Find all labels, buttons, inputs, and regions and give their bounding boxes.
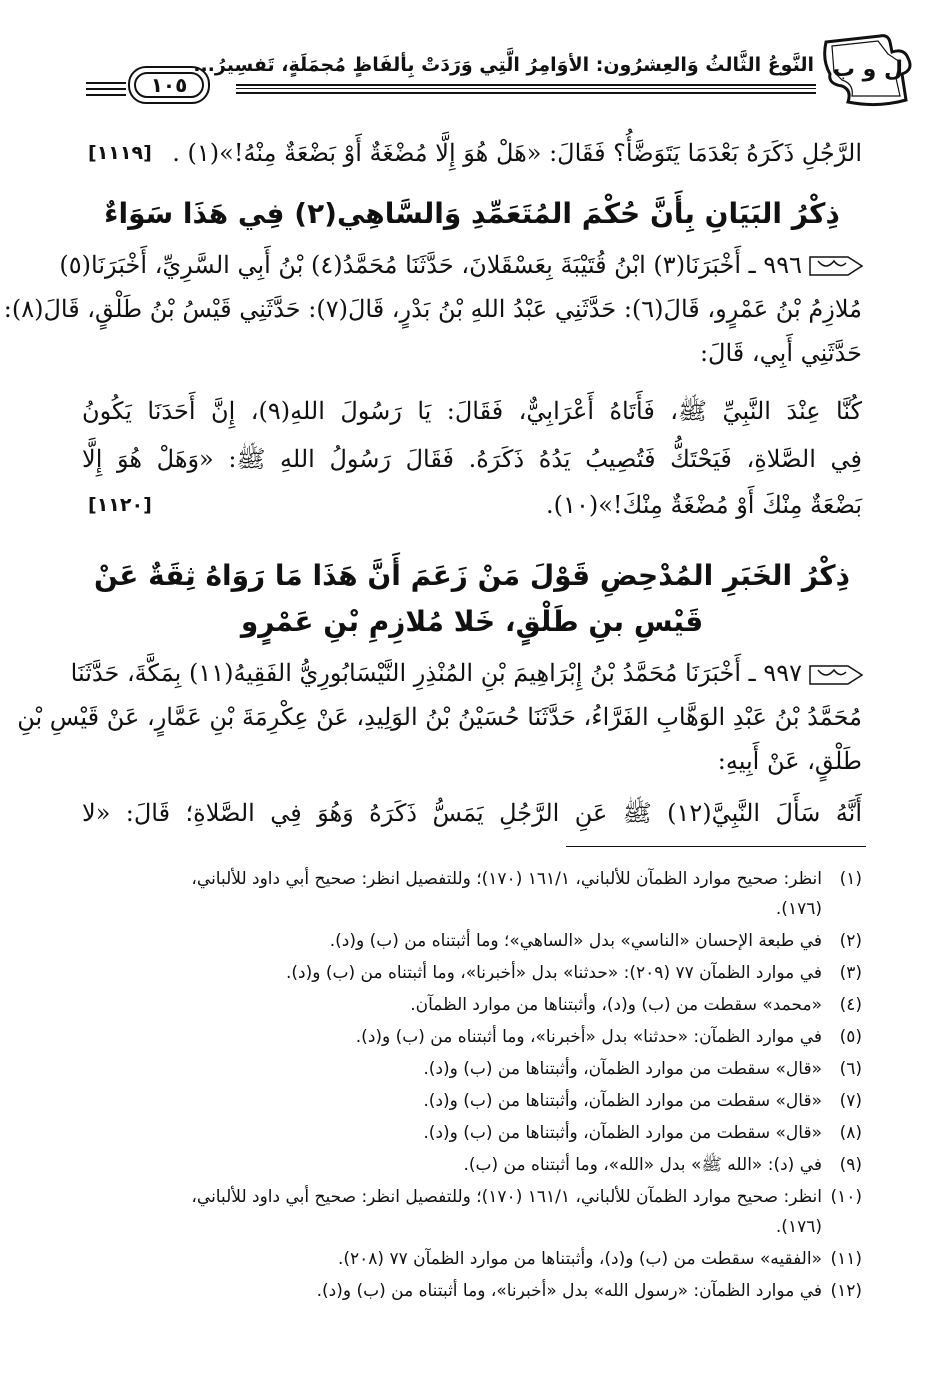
footnote-separator <box>566 846 866 847</box>
hadith-reference-number: [١١٢٠] <box>88 494 152 516</box>
running-head: النَّوعُ الثَّالثُ وَالعِشرُون: الأوَامِرُ الَّتِي وَرَدَتْ بِألفَاظٍ مُجمَلَةٍ، تَفسِيرُ... <box>193 54 814 76</box>
footnote-number: (١) <box>839 869 862 889</box>
footnote-number: (٥) <box>839 1027 862 1047</box>
footnote <box>82 864 862 894</box>
footnote-number: (٣) <box>839 963 862 983</box>
text-line: مُحَمَّدُ بْنُ عَبْدِ الوَهَّابِ الفَرَّاءُ، حَدَّثَنَا حُسَيْنُ بْنُ الوَلِيدِ، عَنْ عِكْرِمَةَ بْنِ عَمَّارٍ، عَنْ قَيْسِ بْنِ <box>17 703 862 731</box>
footnote-text: في موارد الظمآن: «حدثنا» بدل «أخبرنا»، وما أثبتناه من (ب) و(د). <box>355 1027 822 1047</box>
footnote <box>82 1244 862 1274</box>
footnote <box>82 1150 862 1180</box>
footnote <box>82 1054 862 1084</box>
footnote-text: في (د): «الله ﷺ» بدل «الله»، وما أثبتناه من (ب). <box>463 1155 822 1175</box>
text-line: فِي الصَّلاةِ، فَيَحْتَكُّ فَتُصِيبُ يَدُهُ ذَكَرَهُ. فَقَالَ رَسُولُ اللهِ ﷺ: «وَهَلْ هُوَ إِلَّا <box>82 445 862 473</box>
text-line: أَنَّهُ سَأَلَ النَّبِيَّ(١٢) ﷺ عَنِ الرَّجُلِ يَمَسُّ ذَكَرَهُ وَهُوَ فِي الصَّلاةِ؛ قَالَ: «لا <box>82 799 862 827</box>
page-number-frame <box>128 66 210 104</box>
footnote <box>82 990 862 1020</box>
footnote-text: «قال» سقطت من موارد الظمآن، وأثبتناها من (ب) و(د). <box>423 1059 822 1079</box>
footnote-text: (١٧٦). <box>775 899 822 919</box>
text-line: بَضْعَةٌ مِنْكَ أَوْ مُضْغَةٌ مِنْكَ!»(١٠). <box>546 491 862 519</box>
text-line: ٩٩٦ ـ أَخْبَرَنَا(٣) ابْنُ قُتَيْبَةَ بِعَسْقَلانَ، حَدَّثَنَا مُحَمَّدُ(٤) بْنُ أَبِي السَّرِيِّ، أَخْبَرَنَا(٥) <box>59 251 802 279</box>
footnote-number: (٨) <box>839 1123 862 1143</box>
footnote-number: (٧) <box>839 1091 862 1111</box>
text-line: طَلْقٍ، عَنْ أَبِيهِ: <box>717 747 862 775</box>
footnote-number: (٦) <box>839 1059 862 1079</box>
header-rule <box>236 92 816 94</box>
footnote-text: «قال» سقطت من موارد الظمآن، وأثبتناها من (ب) و(د). <box>423 1091 822 1111</box>
footnote-text: انظر: صحيح موارد الظمآن للألباني، ١٦١/١ (١٧٠)؛ وللتفصيل انظر: صحيح أبي داود للألباني، <box>191 1187 822 1207</box>
footnote-text: «محمد» سقطت من (ب) و(د)، وأثبتناها من موارد الظمآن. <box>410 995 822 1015</box>
page-number: ١٠٥ <box>134 72 204 98</box>
footnote-text: «الفقيه» سقطت من (ب) و(د)، وأثبتناها من موارد الظمآن ٧٧ (٢٠٨). <box>337 1249 822 1269</box>
footnote-number: (٤) <box>839 995 862 1015</box>
hadith-marker-icon <box>808 253 864 279</box>
footnote <box>82 1212 862 1242</box>
footnote <box>82 1022 862 1052</box>
section-heading: ذِكْرُ البَيَانِ بِأَنَّ حُكْمَ المُتَعَمِّدِ وَالسَّاهِي(٢) فِي هَذَا سَوَاءٌ <box>104 197 840 230</box>
text-line: الرَّجُلِ ذَكَرَهُ بَعْدَمَا يَتَوَضَّأُ؟ فَقَالَ: «هَلْ هُوَ إِلَّا مُضْغَةٌ أَوْ بَضْعَةٌ مِنْهُ!»(١) . <box>172 139 862 167</box>
footnote <box>82 958 862 988</box>
footnote-number: (١١) <box>830 1249 862 1269</box>
footnote-number: (١٢) <box>830 1281 862 1301</box>
corner-emblem-icon <box>818 30 928 112</box>
footnote-number: (٩) <box>839 1155 862 1175</box>
header-rule <box>236 84 816 86</box>
footnote-text: (١٧٦). <box>775 1217 822 1237</box>
footnote <box>82 1086 862 1116</box>
footnote-text: انظر: صحيح موارد الظمآن للألباني، ١٦١/١ (١٧٠)؛ وللتفصيل انظر: صحيح أبي داود للألباني، <box>191 869 822 889</box>
text-line: كُنَّا عِنْدَ النَّبِيِّ ﷺ، فَأَتَاهُ أَعْرَابِيٌّ، فَقَالَ: يَا رَسُولَ اللهِ(٩)، إِنَّ أَحَدَنَا يَكُونُ <box>82 397 862 425</box>
footnote <box>82 926 862 956</box>
footnote <box>82 1276 862 1306</box>
footnote <box>82 1182 862 1212</box>
footnote <box>82 1118 862 1148</box>
footnote <box>82 894 862 924</box>
footnote-text: «قال» سقطت من موارد الظمآن، وأثبتناها من (ب) و(د). <box>423 1123 822 1143</box>
text-line: ٩٩٧ ـ أَخْبَرَنَا مُحَمَّدُ بْنُ إِبْرَاهِيمَ بْنِ المُنْذِرِ النَّيْسَابُورِيُّ الفَقِيهُ(١١) بِمَكَّةَ، حَدَّثَنَا <box>70 659 802 687</box>
hadith-marker-icon <box>808 662 864 688</box>
section-heading: ذِكْرُ الخَبَرِ المُدْحِضِ قَوْلَ مَنْ زَعَمَ أَنَّ هَذَا مَا رَوَاهُ ثِقَةٌ عَنْ <box>94 559 850 592</box>
hadith-reference-number: [١١١٩] <box>88 142 152 164</box>
footnote-text: في موارد الظمآن: «رسول الله» بدل «أخبرنا»، وما أثبتناه من (ب) و(د). <box>316 1281 822 1301</box>
header-rule <box>236 88 816 89</box>
footnote-text: في موارد الظمآن ٧٧ (٢٠٩): «حدثنا» بدل «أخبرنا»، وما أثبتناه من (ب) و(د). <box>286 963 822 983</box>
svg-text:ل و ب: ل و ب <box>832 57 904 82</box>
footnote-number: (٢) <box>839 931 862 951</box>
text-line: حَدَّثَنِي أَبِي، قَالَ: <box>699 339 862 367</box>
section-heading: قَيْسِ بنِ طَلْقٍ، خَلا مُلازِمِ بْنِ عَمْرٍو <box>240 605 704 638</box>
footnote-text: في طبعة الإحسان «الناسي» بدل «الساهي»؛ وما أثبتناه من (ب) و(د). <box>329 931 822 951</box>
footnote-number: (١٠) <box>830 1187 862 1207</box>
text-line: مُلازِمُ بْنُ عَمْرٍو، قَالَ(٦): حَدَّثَنِي عَبْدُ اللهِ بْنُ بَدْرٍ، قَالَ(٧): حَدَّثَنِي قَيْسُ بْنُ طَلْقٍ، قَالَ(٨): <box>3 295 862 323</box>
page-number-ornament <box>86 82 126 100</box>
